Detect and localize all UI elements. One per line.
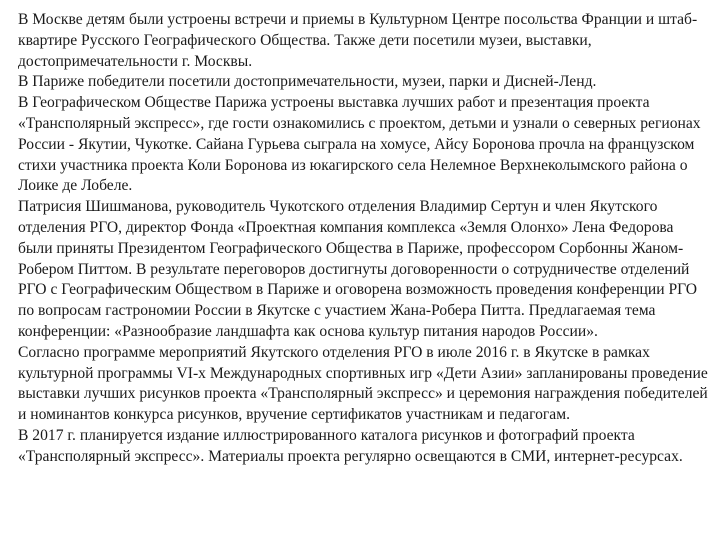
paragraph-paris-visits: В Париже победители посетили достопримечательности, музеи, парки и Дисней-Ленд. [18,73,597,91]
paragraph-moscow-visits: В Москве детям были устроены встречи и приемы в Культурном Центре посольства Франции и штаб-квартире Русского Географического Общества. Также дети посетили музеи, выставки, достопримечательности г. Москвы. [18,11,698,70]
paragraph-paris-exhibition: В Географическом Обществе Парижа устроены выставка лучших работ и презентация проекта «Трансполярный экспресс», где гости ознакомились с проектом, детьми и узнали о северных регионах России - Якутии, Чукотке. Сайана Гурьева сыграла на хомусе, Айсу Боронова прочла на французском стихи участника проекта Коли Боронова из юкагирского села Нелемное Верхнеколымского района о Лоике де Лобеле. [18,94,701,195]
paragraph-catalog-2017: В 2017 г. планируется издание иллюстрированного каталога рисунков и фотографий проекта «Трансполярный экспресс». Материалы проекта регулярно освещаются в СМИ, интернет-ресурсах. [18,426,683,465]
body-text [18,10,708,468]
paragraph-yakutsk-program: Согласно программе мероприятий Якутского отделения РГО в июле 2016 г. в Якутске в рамках культурной программы VI-х Международных спортивных игр «Дети Азии» запланированы проведение выставки лучших рисунков проекта «Трансполярный экспресс» и церемония награждения победителей и номинантов конкурса рисунков, вручение сертификатов участникам и педагогам. [18,343,708,424]
paragraph-negotiations: Патрисия Шишманова, руководитель Чукотского отделения Владимир Сертун и член Якутского отделения РГО, директор Фонда «Проектная компания комплекса «Земля Олонхо» Лена Федорова были приняты Президентом Географического Общества в Париже, профессором Сорбонны Жаном-Робером Питтом. В результате переговоров достигнуты договоренности о сотрудничестве отделений РГО с Географическим Обществом в Париже и оговорена возможность проведения конференции РГО по вопросам гастрономии России в Якутске с участием Жана-Робера Питта. Предлагаемая тема конференции: «Разнообразие ландшафта как основа культур питания народов России». [18,198,698,340]
